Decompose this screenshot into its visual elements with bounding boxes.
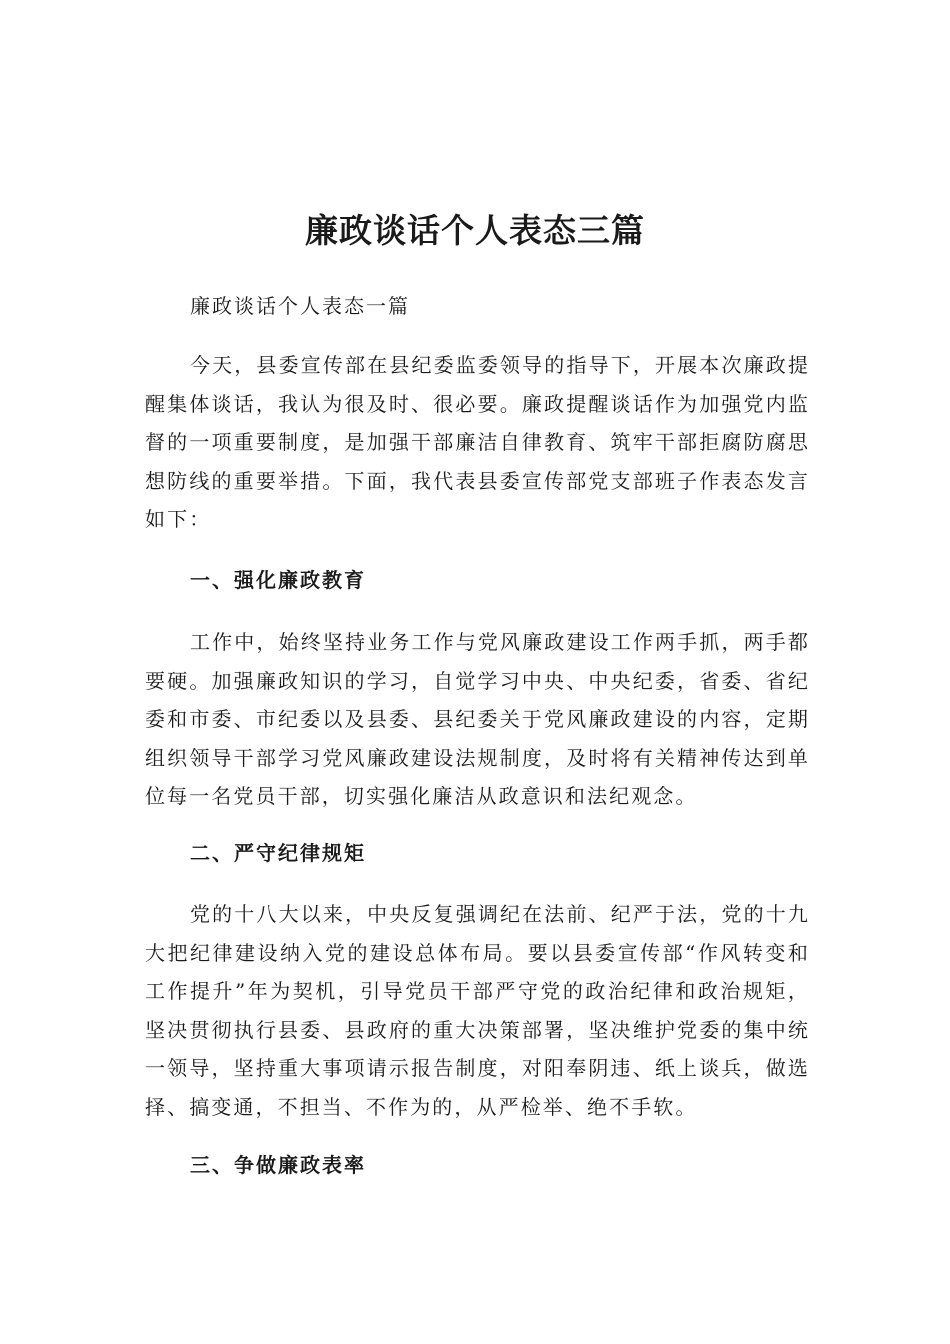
document-title: 廉政谈话个人表态三篇 (305, 211, 645, 250)
document-subtitle: 廉政谈话个人表态一篇 (190, 294, 410, 318)
section-body-2: 党的十八大以来，中央反复强调纪在法前、纪严于法，党的十九大把纪律建设纳入党的建设总体布局。要以县委宣传部“作风转变和工作提升”年为契机，引导党员干部严守党的政治纪律和政治规矩，坚决贯彻执行县委、县政府的重大决策部署，坚决维护党委的集中统一领导，坚持重大事项请示报告制度，对阳奉阴违、纸上谈兵，做选择、搞变通，不担当、不作为的，从严检举、绝不手软。 (145, 902, 810, 1119)
section-body-1: 工作中，始终坚持业务工作与党风廉政建设工作两手抓，两手都要硬。加强廉政知识的学习，自觉学习中央、中央纪委，省委、省纪委和市委、市纪委以及县委、县纪委关于党风廉政建设的内容，定期组织领导干部学习党风廉政建设法规制度，及时将有关精神传达到单位每一名党员干部，切实强化廉洁从政意识和法纪观念。 (145, 630, 810, 809)
section-heading-1: 一、强化廉政教育 (190, 568, 366, 592)
section-heading-2: 二、严守纪律规矩 (190, 841, 366, 865)
intro-paragraph: 今天，县委宣传部在县纪委监委领导的指导下，开展本次廉政提醒集体谈话，我认为很及时、很必要。廉政提醒谈话作为加强党内监督的一项重要制度，是加强干部廉洁自律教育、筑牢干部拒腐防腐思想防线的重要举措。下面，我代表县委宣传部党支部班子作表态发言如下： (145, 353, 810, 532)
section-heading-3: 三、争做廉政表率 (190, 1153, 366, 1177)
